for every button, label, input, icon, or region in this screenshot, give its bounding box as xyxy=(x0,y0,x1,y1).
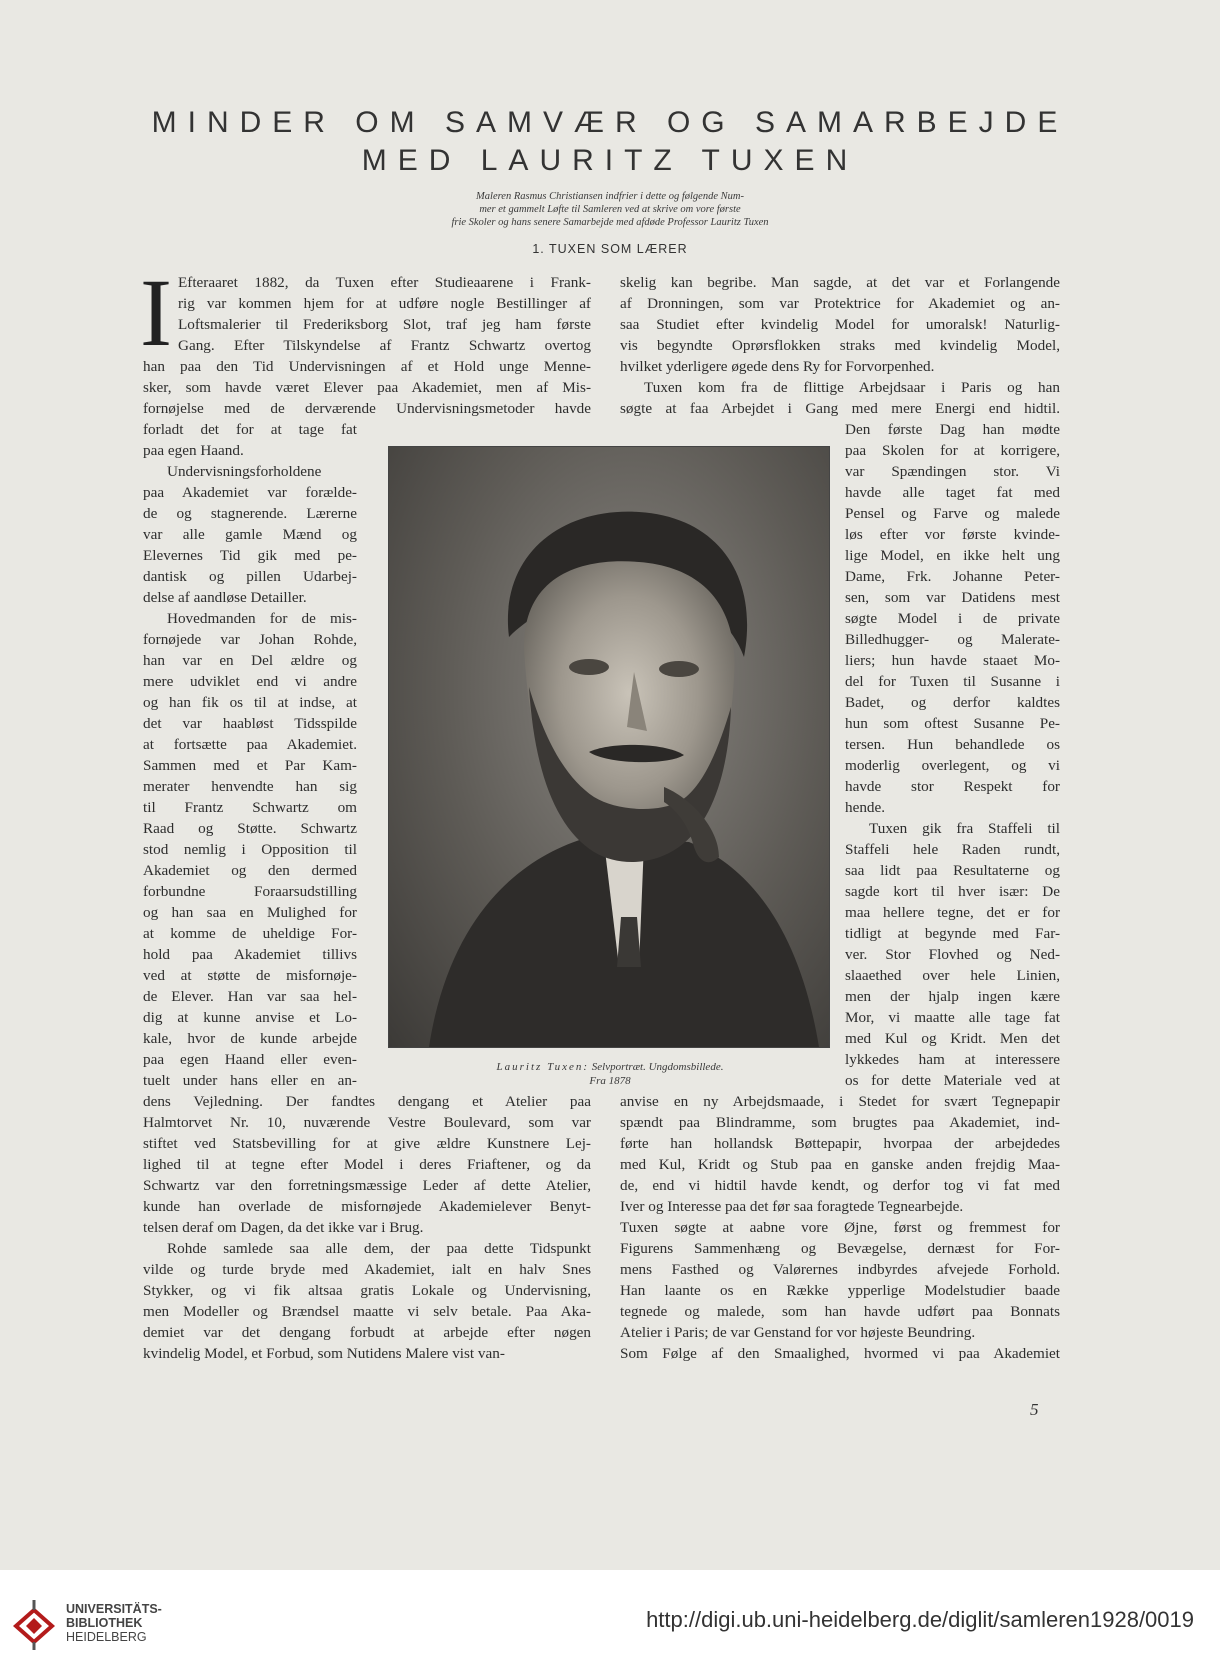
text-line: at fortsætte paa Akademiet. xyxy=(143,736,357,753)
text-line: og han saa en Mulighed for xyxy=(143,904,357,921)
text-line: at komme de uheldige For- xyxy=(143,925,357,942)
text-line: anvise en ny Arbejdsmaade, i Stedet for svært Tegnepapir xyxy=(620,1093,1060,1110)
text-line: fornøjelse med de derværende Undervisningsmetoder havde xyxy=(143,400,591,417)
text-line: os for dette Materiale ved at xyxy=(845,1072,1060,1089)
portrait-caption xyxy=(440,1060,780,1088)
logo-line-1: UNIVERSITÄTS- xyxy=(66,1602,162,1616)
text-line: til Frantz Schwartz om xyxy=(143,799,357,816)
source-url-link[interactable]: http://digi.ub.uni-heidelberg.de/diglit/samleren1928/0019 xyxy=(646,1607,1194,1632)
text-line: var Spændingen stor. Vi xyxy=(845,463,1060,480)
text-line: han var en Del ældre og xyxy=(143,652,357,669)
text-line: spændt paa Blindramme, som brugtes paa Akademiet, ind- xyxy=(620,1114,1060,1131)
text-line: maa hellere tegne, det er for xyxy=(845,904,1060,921)
text-line: Iver og Interesse paa det før saa foragtede Tegnearbejde. xyxy=(620,1198,964,1215)
intro-note xyxy=(380,190,840,229)
text-line: demiet var det dengang forbudt at arbejde efter nøgen xyxy=(143,1324,591,1341)
text-line: lige Model, en ikke helt ung xyxy=(845,547,1060,564)
caption-text: Selvportræt. Ungdomsbillede. xyxy=(591,1061,724,1073)
drop-cap: I xyxy=(140,259,172,366)
text-line: havde stor Respekt for xyxy=(845,778,1060,795)
text-line: Den første Dag han mødte xyxy=(845,421,1060,438)
text-line: og han fik os til at indse, at xyxy=(143,694,357,711)
text-line: Mor, vi maatte alle tage fat xyxy=(845,1009,1060,1026)
text-line: søgte at faa Arbejdet i Gang med mere Energi end hidtil. xyxy=(620,400,1060,417)
text-line: men der hjalp ingen kære xyxy=(845,988,1060,1005)
text-line: Badet, og derfor kaldtes xyxy=(845,694,1060,711)
text-line: Som Følge af den Smaalighed, hvormed vi paa Akademiet xyxy=(620,1345,1060,1362)
text-line: rig var kommen hjem for at udføre nogle Bestillinger af xyxy=(178,295,591,312)
text-line: Tuxen gik fra Staffeli til xyxy=(869,820,1060,837)
text-line: paa Skolen for at korrigere, xyxy=(845,442,1060,459)
text-line: søgte Model i de private xyxy=(845,610,1060,627)
text-line: var alle gamle Mænd og xyxy=(143,526,357,543)
section-heading: 1. TUXEN SOM LÆRER xyxy=(532,242,688,256)
text-line: paa egen Haand eller even- xyxy=(143,1051,357,1068)
text-line: Gang. Efter Tilskyndelse af Frantz Schwartz overtog xyxy=(178,337,591,354)
text-line: mere udviklet end vi andre xyxy=(143,673,357,690)
text-line: men Modeller og Brændsel maatte vi selv betale. Paa Aka- xyxy=(143,1303,591,1320)
text-line: med Kul og Kridt. Men det xyxy=(845,1030,1060,1047)
text-line: vilde og turde bryde med Akademiet, ialt en halv Snes xyxy=(143,1261,591,1278)
portrait-image xyxy=(388,446,830,1048)
text-line: Rohde samlede saa alle dem, der paa dette Tidspunkt xyxy=(167,1240,591,1257)
text-line: delse af aandløse Detailler. xyxy=(143,589,307,606)
text-line: vis begyndte Oprørsflokken straks med kvindelig Model, xyxy=(620,337,1060,354)
text-line: sen, som var Datidens mest xyxy=(845,589,1060,606)
text-line: Tuxen søgte at aabne vore Øjne, først og fremmest for xyxy=(620,1219,1060,1236)
caption-name: Lauritz Tuxen: xyxy=(496,1061,590,1073)
text-line: merater henvendte han sig xyxy=(143,778,357,795)
text-line: skelig kan begribe. Man sagde, at det var et Forlangende xyxy=(620,274,1060,291)
text-line: Dame, Frk. Johanne Peter- xyxy=(845,568,1060,585)
text-line: det var haabløst Tidsspilde xyxy=(143,715,357,732)
caption-year: Fra 1878 xyxy=(589,1075,631,1087)
text-line: hende. xyxy=(845,799,886,816)
text-line: Akademiet og den dermed xyxy=(143,862,357,879)
text-line: ved at støtte de misfornøje- xyxy=(143,967,357,984)
text-line: kunde han overlade de misfornøjede Akademielever Benyt- xyxy=(143,1198,591,1215)
text-line: løs efter vor første kvinde- xyxy=(845,526,1060,543)
caption-line xyxy=(440,1060,780,1074)
text-line: Efteraaret 1882, da Tuxen efter Studieaarene i Frank- xyxy=(178,274,591,291)
text-line: saa Studiet efter kvindelig Model for umoralsk! Naturlig- xyxy=(620,316,1060,333)
text-line: de Elever. Han var saa hel- xyxy=(143,988,357,1005)
text-line: lykkedes ham at interessere xyxy=(845,1051,1060,1068)
text-line: Elevernes Tid gik med pe- xyxy=(143,547,357,564)
article-title-line-2: MED LAURITZ TUXEN xyxy=(361,144,859,177)
text-line: Schwartz var den forretningsmæssige Leder af dette Atelier, xyxy=(143,1177,591,1194)
text-line: hold paa Akademiet tillivs xyxy=(143,946,357,963)
text-line: forbundne Foraarsudstilling xyxy=(143,883,357,900)
text-line: dens Vejledning. Der fandtes dengang et Atelier paa xyxy=(143,1093,591,1110)
text-line: tersen. Hun behandlede os xyxy=(845,736,1060,753)
library-logo-text xyxy=(66,1602,162,1644)
text-line: lighed til at tegne efter Model i deres Friaftener, og da xyxy=(143,1156,591,1173)
text-line: Undervisningsforholdene xyxy=(167,463,322,480)
text-line: forladt det for at tage fat xyxy=(143,421,357,438)
text-line: stiftet ved Statsbevilling for at give ældre Kunstnere Lej- xyxy=(143,1135,591,1152)
text-line: mens Fasthed og Valørernes indbyrdes afvejede Forhold. xyxy=(620,1261,1060,1278)
text-line: liers; hun havde staaet Mo- xyxy=(845,652,1060,669)
text-line: saa lidt paa Resultaterne og xyxy=(845,862,1060,879)
text-line: Figurens Sammenhæng og Bevægelse, dernæst for For- xyxy=(620,1240,1060,1257)
intro-line: Maleren Rasmus Christiansen indfrier i dette og følgende Num- xyxy=(476,191,744,202)
text-line: slaaethed over hele Linien, xyxy=(845,967,1060,984)
logo-line-2: BIBLIOTHEK xyxy=(66,1616,143,1630)
text-line: med Kul, Kridt og Stub paa en ganske anden frejdig Maa- xyxy=(620,1156,1060,1173)
text-line: Halmtorvet Nr. 10, nuværende Vestre Boulevard, som var xyxy=(143,1114,591,1131)
text-line: fornøjede var Johan Rohde, xyxy=(143,631,357,648)
text-line: telsen deraf om Dagen, da det ikke var i Brug. xyxy=(143,1219,424,1236)
text-line: stod nemlig i Opposition til xyxy=(143,841,357,858)
article-title-line-1: MINDER OM SAMVÆR OG SAMARBEJDE xyxy=(151,106,1069,139)
text-line: Pensel og Farve og malede xyxy=(845,505,1060,522)
text-line: Raad og Støtte. Schwartz xyxy=(143,820,357,837)
text-line: Stykker, og vi fik altsaa gratis Lokale og Undervisning, xyxy=(143,1282,591,1299)
text-line: paa Akademiet var forælde- xyxy=(143,484,357,501)
text-line: førte han hollandsk Bøttepapir, hvorpaa der arbejdedes xyxy=(620,1135,1060,1152)
text-line: sagde kort til hver især: De xyxy=(845,883,1060,900)
text-line: moderlig overlegent, og vi xyxy=(845,757,1060,774)
text-line: dantisk og pillen Udarbej- xyxy=(143,568,357,585)
text-line: sker, som havde været Elever paa Akademiet, men af Mis- xyxy=(143,379,591,396)
text-line: kale, hvor de kunde arbejde xyxy=(143,1030,357,1047)
text-line: af Dronningen, som var Protektrice for Akademiet og an- xyxy=(620,295,1060,312)
intro-line: frie Skoler og hans senere Samarbejde med afdøde Professor Lauritz Tuxen xyxy=(451,217,769,228)
page-number: 5 xyxy=(1030,1400,1039,1419)
text-line: Sammen med et Par Kam- xyxy=(143,757,357,774)
text-line: dig at kunne anvise et Lo- xyxy=(143,1009,357,1026)
text-line: tidligt at begynde med Far- xyxy=(845,925,1060,942)
text-line: Atelier i Paris; de var Genstand for vor højeste Beundring. xyxy=(620,1324,976,1341)
text-line: Han laante os en Række ypperlige Modelstudier baade xyxy=(620,1282,1060,1299)
text-line: hun som oftest Susanne Pe- xyxy=(845,715,1060,732)
text-line: tuelt under hans eller en an- xyxy=(143,1072,357,1089)
self-portrait-illustration xyxy=(389,447,829,1047)
text-line: de og stagnerende. Lærerne xyxy=(143,505,357,522)
text-line: Tuxen kom fra de flittige Arbejdsaar i Paris og han xyxy=(644,379,1060,396)
text-line: de, end vi hidtil havde kendt, og derfor tog vi fat med xyxy=(620,1177,1060,1194)
text-line: hvilket yderligere øgede dens Ry for Forvorpenhed. xyxy=(620,358,935,375)
text-line: Loftsmalerier til Frederiksborg Slot, traf jeg ham første xyxy=(178,316,591,333)
text-line: del for Tuxen til Susanne i xyxy=(845,673,1060,690)
text-line: kvindelig Model, et Forbud, som Nutidens Malere vist van- xyxy=(143,1345,505,1362)
text-line: Billedhugger- og Malerate- xyxy=(845,631,1060,648)
text-line: han paa den Tid Undervisningen af et Hold unge Menne- xyxy=(143,358,591,375)
text-line: ver. Stor Flovhed og Ned- xyxy=(845,946,1060,963)
intro-line: mer et gammelt Løfte til Samleren ved at skrive om vore første xyxy=(479,204,741,215)
logo-line-3: HEIDELBERG xyxy=(66,1630,147,1644)
text-line: Staffeli hele Raden rundt, xyxy=(845,841,1060,858)
library-logo-icon xyxy=(12,1596,60,1652)
text-line: havde alle taget fat med xyxy=(845,484,1060,501)
text-line: Hovedmanden for de mis- xyxy=(167,610,357,627)
text-line: paa egen Haand. xyxy=(143,442,244,459)
text-line: tegnede og malede, som han havde udført paa Bonnats xyxy=(620,1303,1060,1320)
